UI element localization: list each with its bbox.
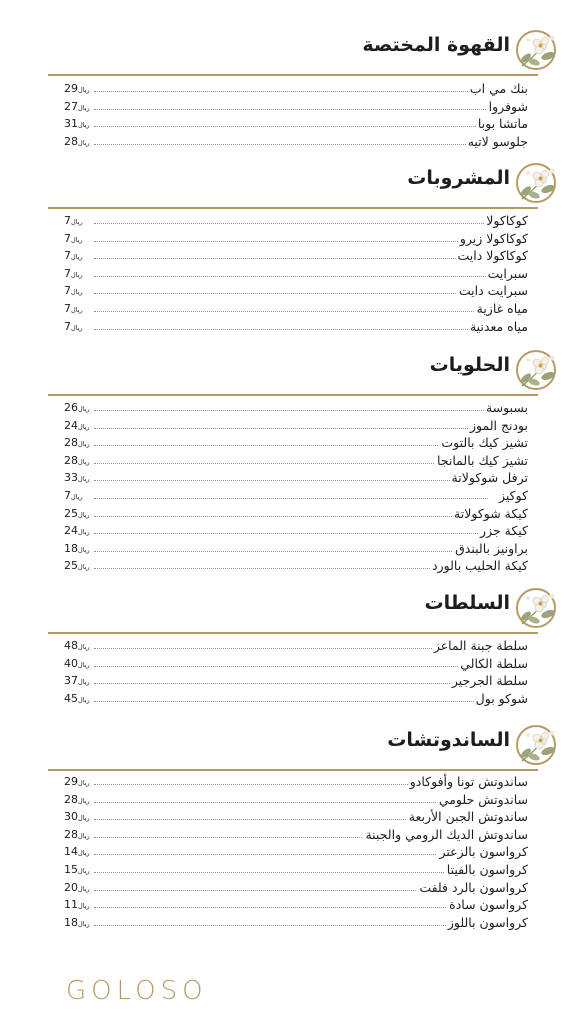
section-header [0, 725, 576, 765]
menu-item [64, 434, 528, 452]
item-price [64, 300, 84, 319]
item-price [64, 843, 91, 862]
currency-label: ريال [78, 422, 90, 431]
item-price [64, 505, 91, 524]
menu-section [0, 725, 576, 765]
menu-item [64, 469, 528, 487]
menu-section [0, 588, 576, 628]
price-value: 28 [64, 827, 78, 841]
section-header [0, 588, 576, 628]
item-name: كيكة شوكولاتة [454, 505, 528, 521]
menu-item [64, 540, 528, 558]
item-name: بسبوسة [485, 400, 528, 415]
dot-leader [94, 109, 488, 110]
price-value: 7 [64, 488, 71, 502]
item-price [64, 557, 91, 576]
item-name: كوكاكولا زيرو [459, 230, 528, 246]
price-value: 14 [64, 845, 78, 859]
menu-item [64, 557, 528, 575]
dot-leader [94, 907, 488, 908]
dot-leader [94, 568, 488, 569]
currency-label: ريال [78, 695, 90, 704]
currency-label: ريال [78, 866, 90, 875]
menu-item [64, 399, 528, 417]
item-name: كيكة جزر [480, 523, 528, 539]
item-name: كرواسون بالرد فلفت [419, 879, 528, 895]
item-price [64, 914, 91, 933]
item-price [64, 80, 91, 99]
menu-item [64, 879, 528, 897]
price-value: 29 [64, 82, 78, 95]
item-price [64, 773, 91, 792]
dot-leader [94, 648, 488, 649]
item-name: شوكو بول [475, 690, 528, 706]
menu-item [64, 655, 528, 673]
item-name: مياه معدنية [469, 318, 528, 334]
item-name: كوكاكولا [486, 213, 528, 228]
price-value: 33 [64, 471, 78, 485]
dot-leader [94, 258, 488, 259]
currency-label: ريال [71, 492, 83, 501]
item-list [64, 399, 528, 575]
dot-leader [94, 445, 488, 446]
price-value: 28 [64, 134, 78, 148]
price-value: 48 [64, 639, 78, 652]
item-name: شوفروا [488, 98, 528, 114]
item-price [64, 434, 91, 453]
price-value: 26 [64, 401, 78, 414]
menu-item [64, 826, 528, 844]
price-value: 25 [64, 559, 78, 573]
item-list [64, 80, 528, 150]
price-value: 18 [64, 541, 78, 555]
price-value: 7 [64, 231, 71, 245]
menu-item [64, 505, 528, 523]
price-value: 25 [64, 506, 78, 520]
dot-leader [94, 144, 488, 145]
currency-label: ريال [78, 475, 90, 484]
currency-label: ريال [71, 288, 83, 297]
menu-section [0, 350, 576, 390]
flower-icon [516, 30, 556, 70]
item-name: بنك مي اب [469, 81, 528, 96]
item-price [64, 318, 84, 337]
dot-leader [94, 551, 488, 552]
currency-label: ريال [78, 831, 90, 840]
item-name: ساندوتش حلومي [438, 791, 528, 807]
brand-logo: GOLOSO [66, 976, 208, 1006]
section-title: المشروبات [407, 167, 510, 189]
dot-leader [94, 666, 488, 667]
section-divider [48, 632, 538, 634]
dot-leader [94, 854, 488, 855]
price-value: 11 [64, 898, 78, 912]
item-price [64, 522, 91, 541]
item-name: سلطة جبنة الماعز [433, 638, 528, 653]
item-price [64, 791, 91, 810]
item-name: ساندوتش الديك الرومي والجبنة [365, 826, 528, 842]
item-name: سبرايت دايت [458, 283, 528, 299]
flower-icon [516, 350, 556, 390]
menu-item [64, 773, 528, 791]
currency-label: ريال [78, 678, 90, 687]
item-name: سلطة الكالي [460, 655, 528, 671]
currency-label: ريال [78, 528, 90, 537]
item-name: ساندوتش الجبن الأربعة [408, 809, 528, 825]
dot-leader [94, 276, 488, 277]
price-value: 15 [64, 862, 78, 876]
item-price [64, 399, 91, 418]
item-price [64, 98, 91, 117]
price-value: 18 [64, 915, 78, 929]
item-name: سبرايت [487, 265, 528, 281]
section-title: الحلويات [429, 354, 510, 376]
menu-item [64, 318, 528, 336]
dot-leader [94, 410, 488, 411]
dot-leader [94, 533, 488, 534]
menu-item [64, 637, 528, 655]
dot-leader [94, 872, 488, 873]
price-value: 28 [64, 453, 78, 467]
menu-item [64, 808, 528, 826]
dot-leader [94, 925, 488, 926]
dot-leader [94, 428, 488, 429]
menu-item [64, 98, 528, 116]
currency-label: ريال [78, 643, 90, 651]
item-price [64, 212, 84, 231]
item-name: ماتشا بوبا [477, 116, 528, 132]
price-value: 29 [64, 775, 78, 788]
price-value: 37 [64, 674, 78, 688]
currency-label: ريال [71, 253, 83, 262]
item-price [64, 417, 91, 436]
price-value: 7 [64, 301, 71, 315]
item-name: كرواسون باللوز [447, 914, 528, 930]
menu-item [64, 522, 528, 540]
item-name: تشيز كيك بالتوت [441, 435, 528, 451]
section-title: الساندوتشات [387, 729, 510, 751]
item-price [64, 879, 91, 898]
currency-label: ريال [78, 919, 90, 928]
item-list [64, 212, 528, 335]
item-name: ساندوتش تونا وأفوكادو [409, 774, 528, 789]
currency-label: ريال [78, 440, 90, 449]
item-name: جلوسو لاتيه [467, 133, 528, 149]
item-price [64, 690, 91, 709]
currency-label: ريال [71, 323, 83, 332]
item-name: كوكاكولا دايت [457, 248, 528, 264]
item-price [64, 265, 84, 284]
dot-leader [94, 463, 488, 464]
item-price [64, 637, 91, 656]
menu-item [64, 115, 528, 133]
item-price [64, 230, 84, 249]
item-name: كرواسون بالزعتر [439, 844, 528, 860]
menu-item [64, 80, 528, 98]
item-name: بودنج الموز [469, 417, 528, 433]
menu-item [64, 417, 528, 435]
menu-item [64, 487, 528, 505]
item-price [64, 896, 91, 915]
price-value: 45 [64, 691, 78, 705]
item-name: ترفل شوكولاتة [451, 470, 528, 486]
section-title: القهوة المختصة [362, 34, 510, 56]
item-name: مياه غازية [476, 300, 528, 316]
menu-item [64, 282, 528, 300]
currency-label: ريال [78, 405, 90, 413]
dot-leader [94, 480, 488, 481]
currency-label: ريال [78, 884, 90, 893]
currency-label: ريال [71, 235, 83, 244]
currency-label: ريال [78, 457, 90, 466]
menu-item [64, 452, 528, 470]
currency-label: ريال [78, 138, 90, 147]
menu-item [64, 247, 528, 265]
flower-icon [516, 163, 556, 203]
dot-leader [94, 802, 488, 803]
section-divider [48, 394, 538, 396]
dot-leader [94, 311, 488, 312]
price-value: 24 [64, 524, 78, 538]
section-divider [48, 769, 538, 771]
item-price [64, 672, 91, 691]
dot-leader [94, 126, 488, 127]
item-price [64, 655, 91, 674]
menu-section [0, 163, 576, 203]
dot-leader [94, 701, 488, 702]
currency-label: ريال [78, 849, 90, 858]
menu-section [0, 30, 576, 70]
dot-leader [94, 516, 488, 517]
price-value: 31 [64, 117, 78, 131]
item-price [64, 247, 84, 266]
menu-item [64, 914, 528, 932]
dot-leader [94, 329, 488, 330]
section-header [0, 30, 576, 70]
section-header [0, 350, 576, 390]
dot-leader [94, 683, 488, 684]
section-header [0, 163, 576, 203]
menu-item [64, 690, 528, 708]
item-list [64, 773, 528, 931]
price-value: 20 [64, 880, 78, 894]
menu-item [64, 300, 528, 318]
currency-label: ريال [78, 563, 90, 572]
item-price [64, 826, 91, 845]
currency-label: ريال [71, 270, 83, 279]
item-price [64, 540, 91, 559]
currency-label: ريال [71, 218, 83, 226]
price-value: 27 [64, 99, 78, 113]
item-price [64, 861, 91, 880]
price-value: 7 [64, 284, 71, 298]
price-value: 7 [64, 319, 71, 333]
section-divider [48, 207, 538, 209]
menu-item [64, 133, 528, 151]
price-value: 24 [64, 418, 78, 432]
item-name: كرواسون بالفيتا [446, 861, 528, 877]
item-price [64, 115, 91, 134]
dot-leader [94, 223, 488, 224]
price-value: 28 [64, 792, 78, 806]
menu-item [64, 212, 528, 230]
price-value: 30 [64, 810, 78, 824]
dot-leader [94, 91, 488, 92]
currency-label: ريال [78, 660, 90, 669]
currency-label: ريال [71, 305, 83, 314]
menu-item [64, 265, 528, 283]
item-price [64, 487, 84, 506]
item-name: كيكة الحليب بالورد [432, 558, 528, 574]
currency-label: ريال [78, 814, 90, 823]
flower-icon [516, 725, 556, 765]
currency-label: ريال [78, 103, 90, 112]
item-name: تشيز كيك بالمانجا [437, 452, 528, 468]
menu-item [64, 791, 528, 809]
item-name: براونيز بالبندق [455, 540, 528, 556]
currency-label: ريال [78, 510, 90, 519]
price-value: 28 [64, 436, 78, 450]
item-price [64, 133, 91, 152]
price-value: 7 [64, 214, 71, 227]
dot-leader [94, 293, 488, 294]
flower-icon [516, 588, 556, 628]
price-value: 40 [64, 656, 78, 670]
item-price [64, 808, 91, 827]
currency-label: ريال [78, 121, 90, 130]
item-price [64, 452, 91, 471]
menu-item [64, 672, 528, 690]
item-list [64, 637, 528, 707]
price-value: 7 [64, 249, 71, 263]
currency-label: ريال [78, 796, 90, 805]
menu-item [64, 861, 528, 879]
item-name: كوكيز [498, 487, 528, 503]
currency-label: ريال [78, 902, 90, 911]
currency-label: ريال [78, 545, 90, 554]
item-name: سلطة الجرجير [451, 673, 528, 689]
item-price [64, 469, 91, 488]
item-name: كرواسون سادة [449, 897, 528, 913]
currency-label: ريال [78, 86, 90, 94]
menu-item [64, 896, 528, 914]
section-title: السلطات [424, 592, 510, 614]
section-divider [48, 74, 538, 76]
dot-leader [94, 241, 488, 242]
item-price [64, 282, 84, 301]
menu-item [64, 230, 528, 248]
currency-label: ريال [78, 779, 90, 787]
menu-item [64, 843, 528, 861]
dot-leader [94, 498, 488, 499]
price-value: 7 [64, 266, 71, 280]
